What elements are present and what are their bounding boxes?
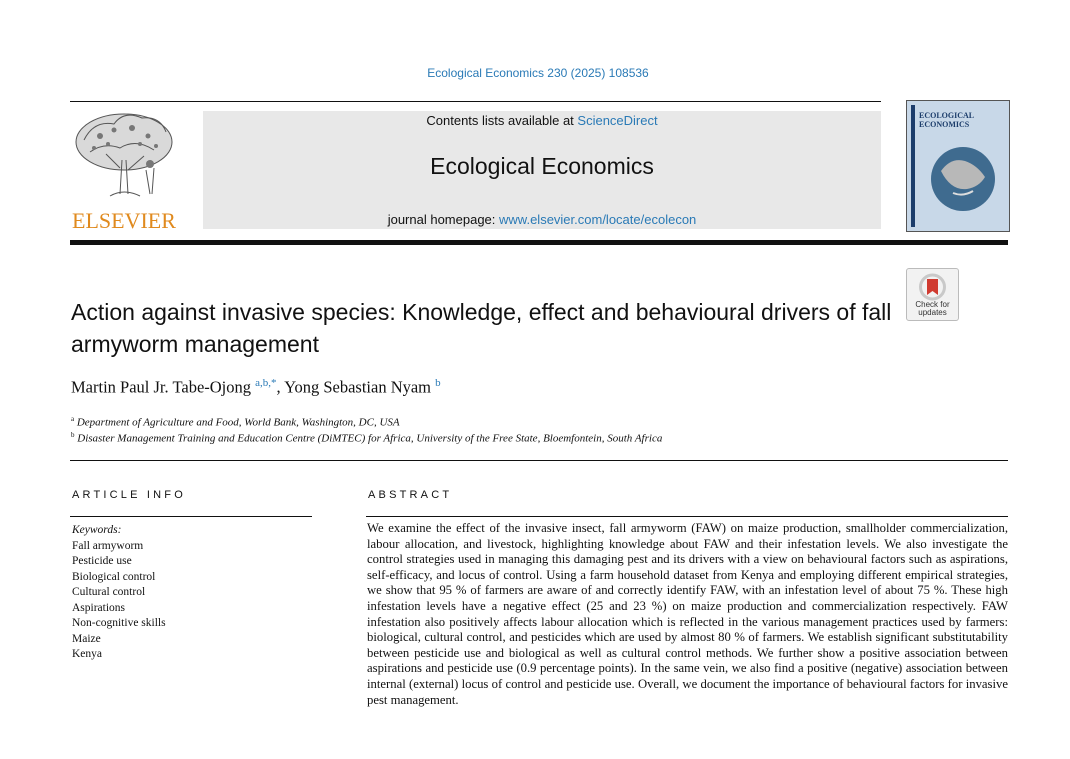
contents-line — [203, 113, 881, 128]
cover-title-line2: ECONOMICS — [919, 120, 970, 129]
affiliation-mark: a — [71, 415, 75, 423]
check-updates-line1: Check for — [915, 300, 950, 309]
author-separator: , — [276, 377, 285, 397]
author-name: Yong Sebastian Nyam — [284, 377, 432, 397]
contents-prefix: Contents lists available at — [426, 113, 578, 128]
journal-cover[interactable] — [906, 100, 1010, 232]
affiliation-text: Department of Agriculture and Food, World Bank, Washington, DC, USA — [76, 416, 400, 429]
keyword-item: Non-cognitive skills — [72, 617, 166, 629]
journal-banner — [203, 111, 881, 229]
homepage-link[interactable]: www.elsevier.com/locate/ecolecon — [499, 212, 697, 227]
keyword-item: Kenya — [72, 648, 103, 660]
homepage-line — [203, 212, 881, 227]
keyword-item: Cultural control — [72, 586, 146, 598]
keywords-block — [72, 523, 166, 663]
homepage-prefix: journal homepage: — [387, 212, 500, 227]
author-name: Martin Paul Jr. Tabe-Ojong — [71, 377, 252, 397]
journal-title: Ecological Economics — [430, 153, 654, 179]
abstract-text: We examine the effect of the invasive insect, fall armyworm (FAW) on maize production, smallholder commercialization, labour allocation, and livestock, highlighting knowledge about FAW and their infestation levels. We also investigate the control strategies used in managing this damaging pest and its drivers with a view on behavioural factors such as aspirations, self-efficacy, and locus of control. Using a farm household dataset from Kenya and employing different empirical strategies, we show that 95 % of farmers are aware of and correctly identify FAW, with an infestation level of about 75 %. These high infestation levels have a negative effect (25 and 23 %) on maize production and commercialization respectively. FAW infestation also positively affects labour allocation which is reflected in the various management practices used by farmers: biological, cultural control, and pesticides which are used by almost 80 % of farmers. We establish significant substitutability between pesticide use and biological as well as cultural control methods. We further show a positive association between aspirations and pesticide use (0.9 percentage points). In the same vein, we also find a positive (negative) association between internal (external) locus of control and pesticide use. Overall, we document the importance of behavioural factors for invasive pest management. — [367, 521, 1008, 707]
affiliation-rule — [70, 460, 1008, 461]
keyword-item: Aspirations — [72, 601, 126, 614]
sciencedirect-link[interactable]: ScienceDirect — [577, 113, 658, 128]
affiliation-b — [71, 431, 662, 445]
keyword-item: Fall armyworm — [72, 539, 144, 552]
journal-citation[interactable]: Ecological Economics 230 (2025) 108536 — [427, 66, 649, 80]
affiliation-a — [71, 415, 400, 429]
top-rule — [70, 101, 881, 102]
abstract-heading: ABSTRACT — [368, 489, 453, 501]
globe-image — [907, 101, 1009, 231]
article-title: Action against invasive species: Knowledge, effect and behavioural drivers of fall armyworm management — [71, 299, 892, 357]
elsevier-wordmark: ELSEVIER — [72, 208, 176, 233]
article-info-heading: ARTICLE INFO — [72, 489, 186, 501]
keywords-label: Keywords: — [72, 524, 122, 536]
keyword-item: Maize — [72, 632, 101, 645]
check-updates-line2: updates — [918, 308, 947, 317]
check-updates-label — [907, 301, 958, 317]
author-affiliation-marks[interactable]: b — [435, 377, 441, 389]
keyword-item: Biological control — [72, 570, 156, 583]
article-info-rule — [70, 516, 312, 517]
author-affiliation-marks[interactable]: a,b,* — [255, 377, 277, 389]
keyword-item: Pesticide use — [72, 555, 132, 567]
banner-bottom-rule — [70, 240, 1008, 245]
affiliation-mark: b — [71, 431, 75, 439]
abstract-rule — [366, 516, 1008, 517]
cover-title-line1: ECOLOGICAL — [919, 111, 975, 120]
check-for-updates-button[interactable] — [906, 268, 959, 321]
affiliation-text: Disaster Management Training and Education Centre (DiMTEC) for Africa, University of the Free State, Bloemfontein, South Africa — [77, 432, 663, 445]
author-list — [71, 377, 441, 398]
